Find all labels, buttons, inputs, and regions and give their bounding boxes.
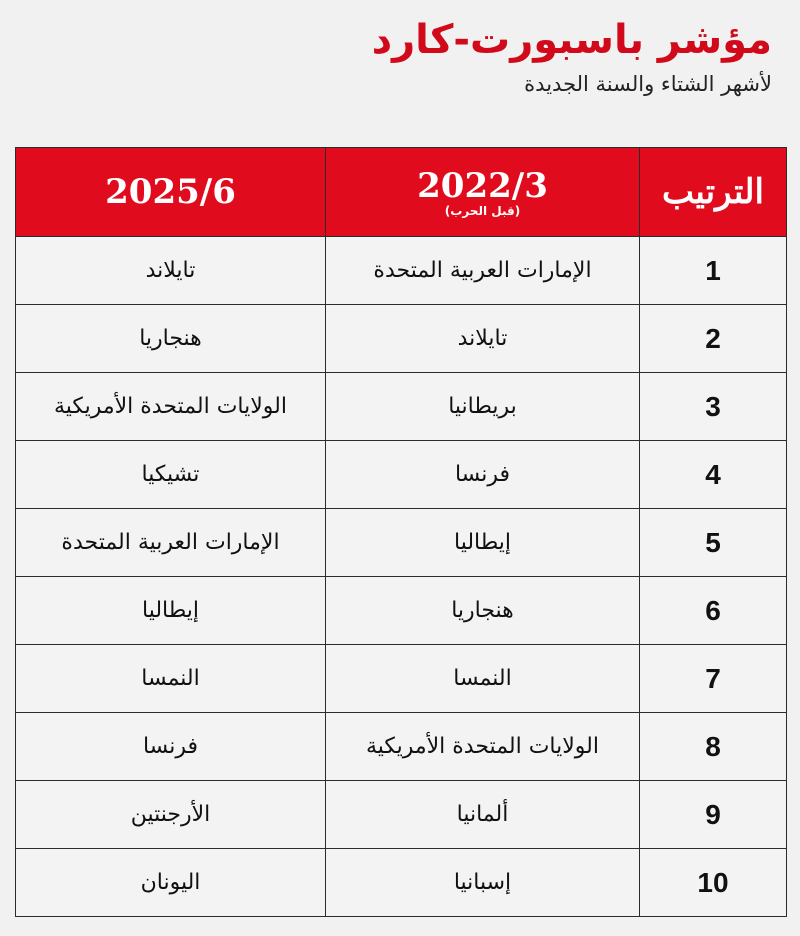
country-2022-cell: إيطاليا (326, 509, 640, 577)
page-subtitle: لأشهر الشتاء والسنة الجديدة (524, 72, 772, 96)
header-2022-label: 2022/3 (417, 166, 548, 206)
table-row (16, 441, 787, 509)
rank-cell: 4 (640, 441, 787, 509)
country-2022-cell: بريطانيا (326, 373, 640, 441)
country-2022-cell: الإمارات العربية المتحدة (326, 237, 640, 305)
country-2025-cell: تايلاند (16, 237, 326, 305)
country-2025-cell: إيطاليا (16, 577, 326, 645)
header-2022-note: (قبل الحرب) (444, 204, 521, 218)
country-2025-cell: اليونان (16, 849, 326, 917)
rank-cell: 3 (640, 373, 787, 441)
country-2022-cell: هنجاريا (326, 577, 640, 645)
table-row (16, 713, 787, 781)
table-row (16, 781, 787, 849)
country-2022-cell: تايلاند (326, 305, 640, 373)
header-2022 (326, 148, 640, 237)
country-2025-cell: هنجاريا (16, 305, 326, 373)
table-body (16, 237, 787, 917)
rank-cell: 8 (640, 713, 787, 781)
rank-cell: 6 (640, 577, 787, 645)
country-2025-cell: الأرجنتين (16, 781, 326, 849)
header-2025: 2025/6 (16, 148, 326, 237)
table-row (16, 237, 787, 305)
page-title: مؤشر باسبورت-كارد (371, 17, 772, 63)
rank-cell: 10 (640, 849, 787, 917)
header-rank: الترتيب (640, 148, 787, 237)
country-2022-cell: الولايات المتحدة الأمريكية (326, 713, 640, 781)
rank-cell: 9 (640, 781, 787, 849)
country-2022-cell: إسبانيا (326, 849, 640, 917)
rank-cell: 1 (640, 237, 787, 305)
rank-cell: 7 (640, 645, 787, 713)
ranking-table (15, 147, 787, 917)
page-header (372, 16, 772, 96)
table-row (16, 645, 787, 713)
table-row (16, 509, 787, 577)
country-2025-cell: الإمارات العربية المتحدة (16, 509, 326, 577)
country-2025-cell: النمسا (16, 645, 326, 713)
table-row (16, 577, 787, 645)
country-2025-cell: فرنسا (16, 713, 326, 781)
table-row (16, 373, 787, 441)
rank-cell: 2 (640, 305, 787, 373)
rank-cell: 5 (640, 509, 787, 577)
table-header-row (16, 148, 787, 237)
table-row (16, 305, 787, 373)
country-2022-cell: النمسا (326, 645, 640, 713)
country-2025-cell: الولايات المتحدة الأمريكية (16, 373, 326, 441)
country-2022-cell: ألمانيا (326, 781, 640, 849)
country-2025-cell: تشيكيا (16, 441, 326, 509)
country-2022-cell: فرنسا (326, 441, 640, 509)
table-row (16, 849, 787, 917)
